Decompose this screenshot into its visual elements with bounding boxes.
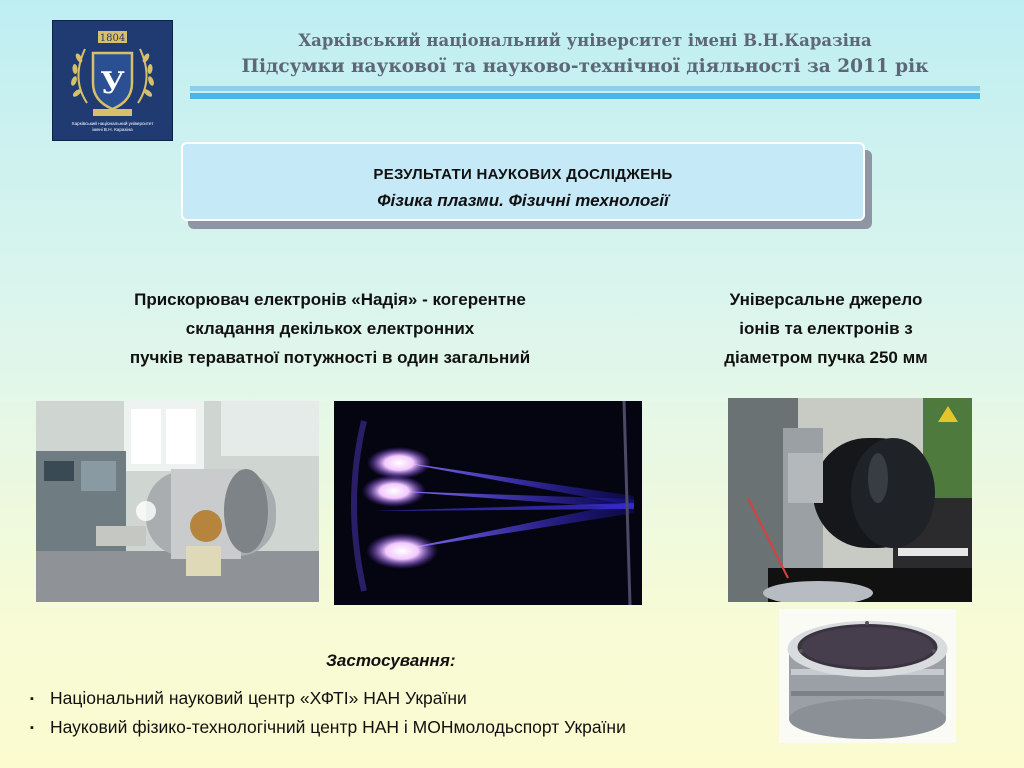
- accelerator-caption-line3: пучків тераватної потужності в один загальний: [129, 348, 531, 367]
- list-item: [30, 713, 626, 742]
- accelerator-caption-line1: Прискорювач електронів «Надія» - когерентне: [134, 290, 526, 309]
- logo-caption-line2: імені В.Н. Каразіна: [92, 127, 133, 132]
- plasma-beams-photo: [334, 401, 642, 605]
- logo-year: 1804: [99, 33, 126, 44]
- ion-source-photo: [728, 398, 972, 602]
- list-item: [30, 684, 626, 713]
- logo-caption-line1: Харківський національний університет: [71, 121, 154, 126]
- accelerator-caption: [40, 285, 620, 372]
- bullet-icon: ▪: [30, 693, 34, 705]
- section-title-box: [181, 142, 865, 221]
- section-heading: РЕЗУЛЬТАТИ НАУКОВИХ ДОСЛІДЖЕНЬ: [373, 166, 673, 183]
- bullet-icon: ▪: [30, 722, 34, 734]
- list-item-text: Національний науковий центр «ХФТІ» НАН України: [50, 688, 467, 708]
- ion-source-caption-line2: іонів та електронів з: [739, 319, 913, 338]
- ion-source-caption-line3: діаметром пучка 250 мм: [724, 348, 928, 367]
- laurel-crest-icon: [53, 21, 172, 140]
- university-name: Харківський національний університет імені В.Н.Каразіна: [298, 31, 872, 50]
- grid-electrode-photo: [779, 609, 956, 743]
- report-title: Підсумки наукової та науково-технічної діяльності за 2011 рік: [241, 56, 929, 77]
- accelerator-lab-photo: [36, 401, 319, 602]
- header-divider-light: [190, 86, 980, 91]
- ion-source-caption-line1: Універсальне джерело: [729, 290, 923, 309]
- header-divider-dark: [190, 93, 980, 99]
- ion-source-caption: [665, 285, 987, 372]
- section-subheading: Фізика плазми. Фізичні технології: [377, 191, 669, 210]
- logo-letter: У: [100, 66, 125, 101]
- university-logo: [52, 20, 173, 141]
- application-title: Застосування:: [326, 651, 456, 670]
- list-item-text: Науковий фізико-технологічний центр НАН і МОНмолодьспорт України: [50, 717, 626, 737]
- accelerator-caption-line2: складання декількох електронних: [185, 319, 475, 338]
- application-list: [30, 684, 626, 742]
